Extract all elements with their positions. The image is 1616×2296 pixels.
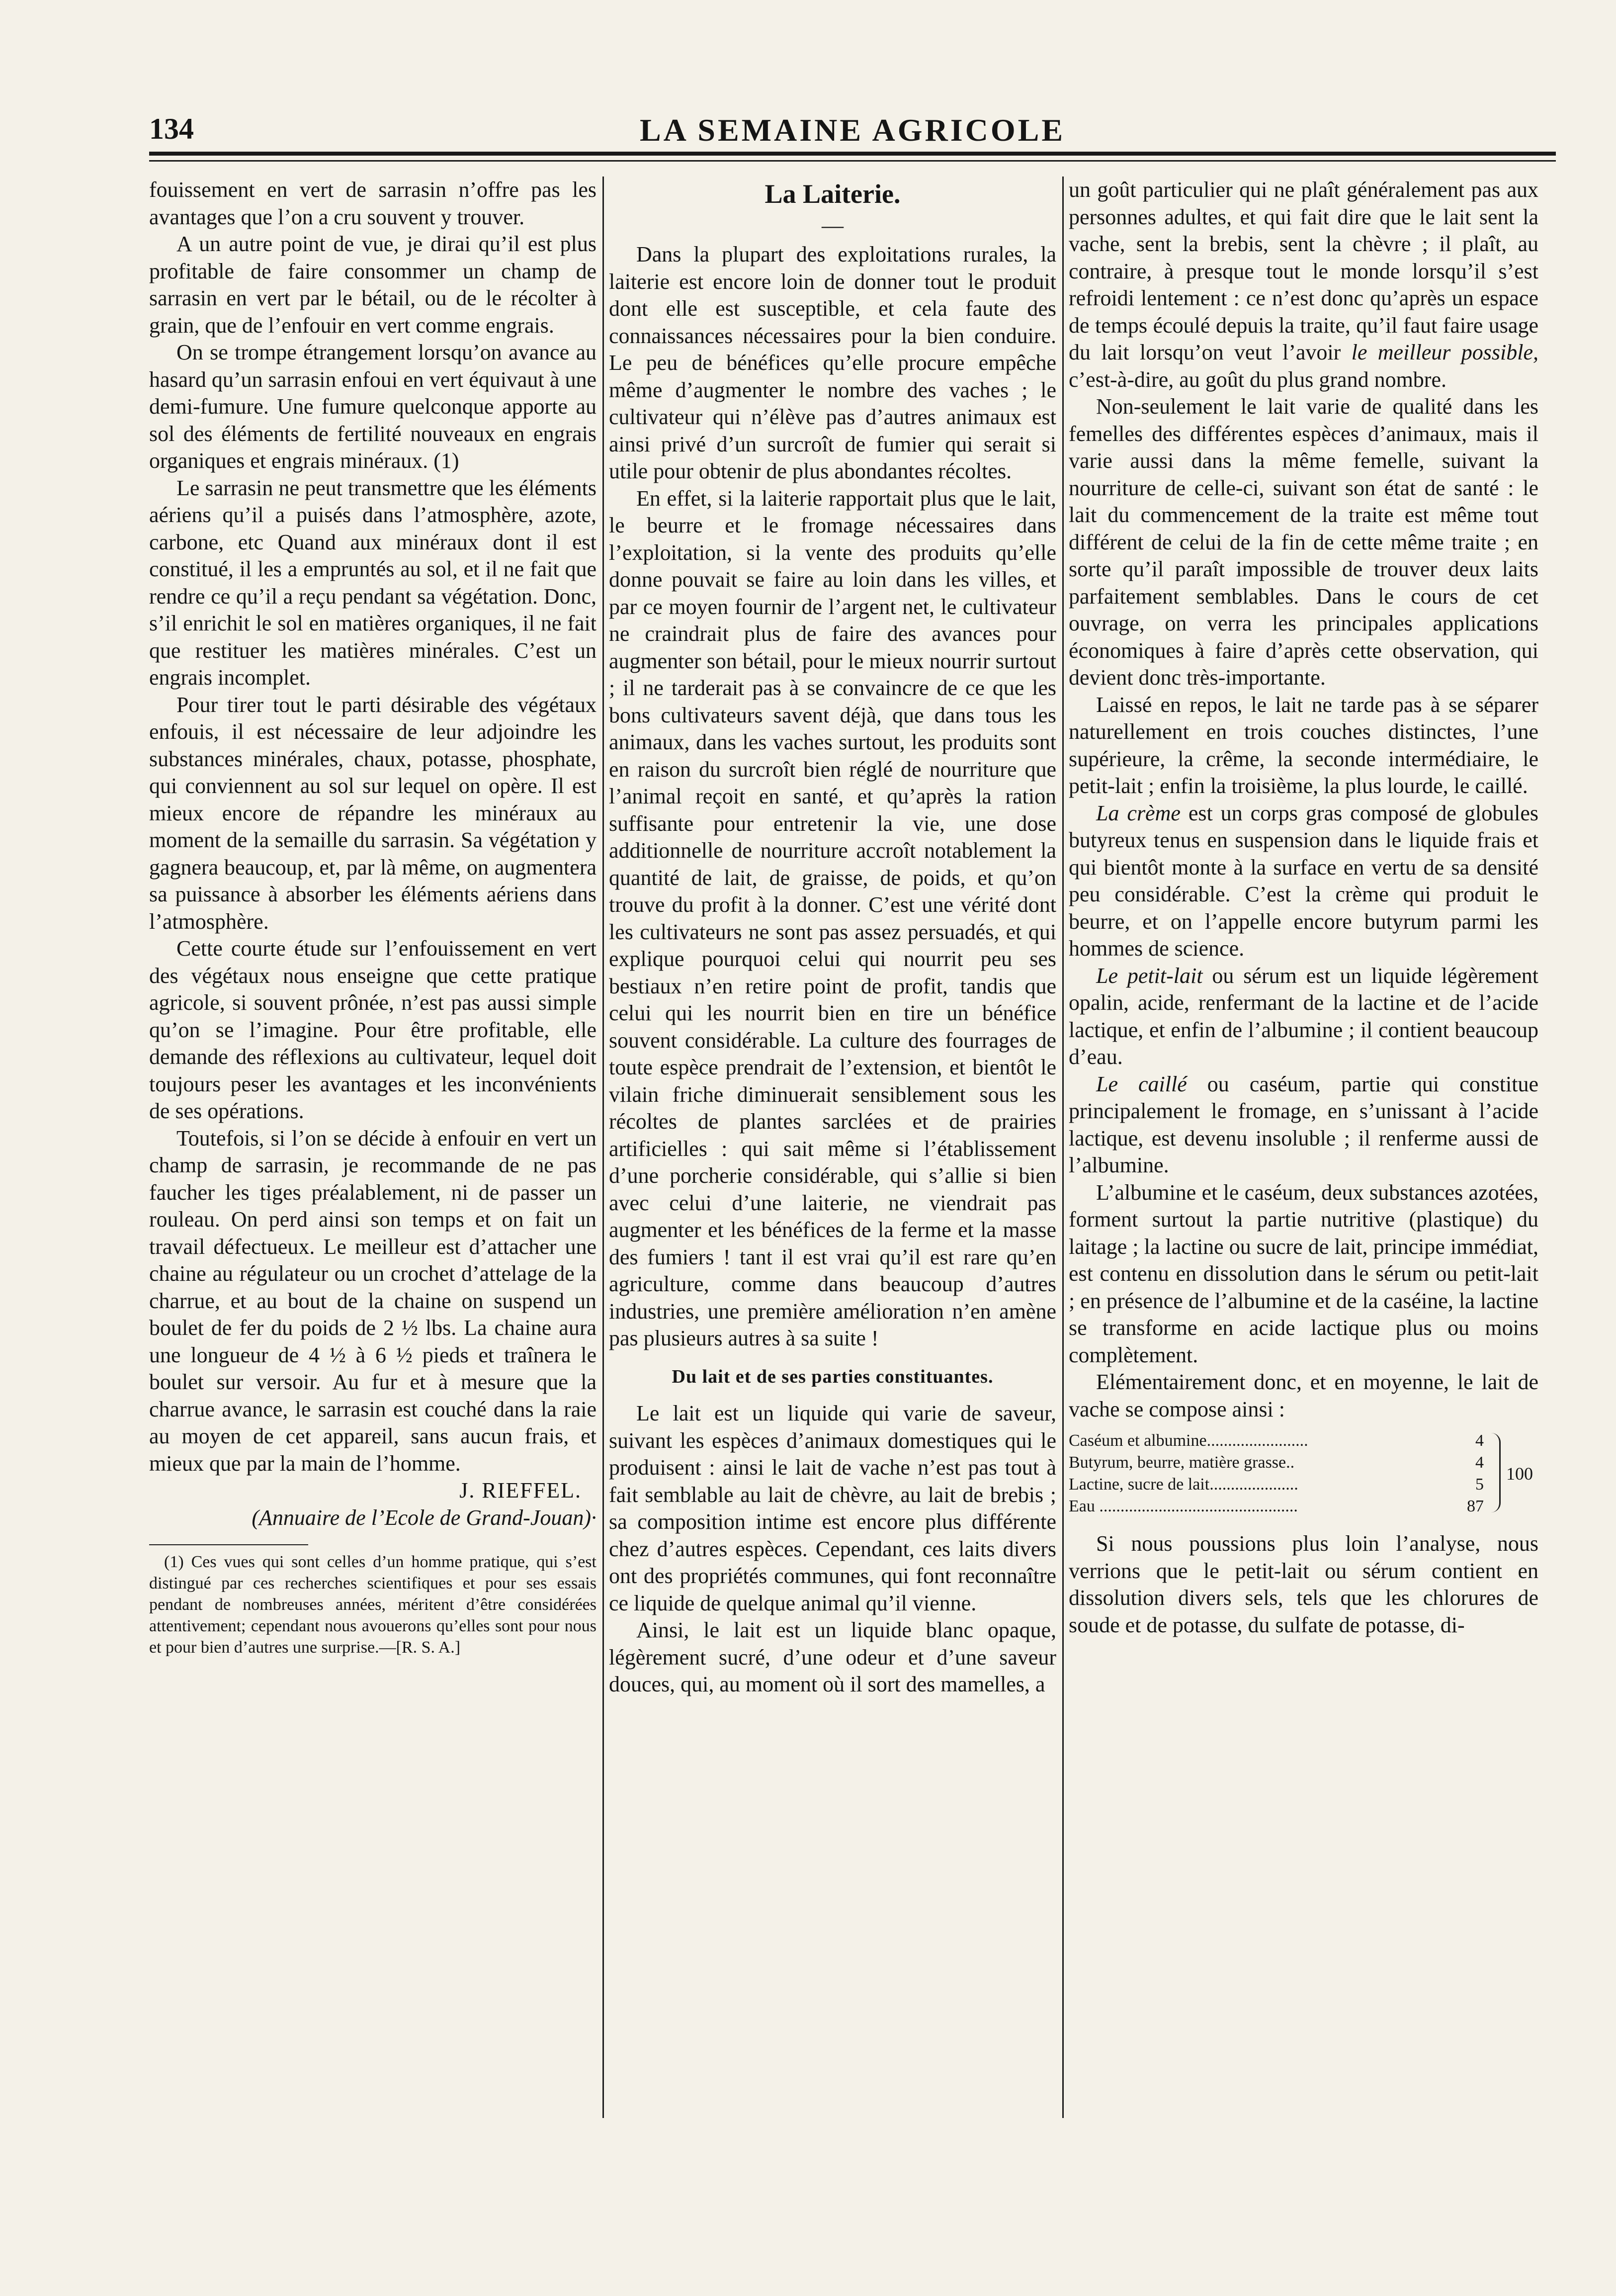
column-2	[609, 177, 1056, 1698]
table-row	[1069, 1474, 1538, 1496]
text-run: ou caséum, partie qui constitue principalement le fromage, en s’unissant à l’acide lactique, est devenu insoluble ; il renferme aussi de l’albumine.	[1069, 1071, 1538, 1177]
section-title: La Laiterie.	[765, 179, 901, 209]
row-label: Eau ...............................................	[1069, 1497, 1298, 1515]
title-dash: —	[822, 213, 844, 238]
page-header	[149, 112, 1556, 149]
milk-composition-table	[1069, 1430, 1538, 1517]
paragraph: A un autre point de vue, je dirai qu’il est plus profitable de faire consommer un champ de sarrasin en vert par le bétail, ou de le récolter à grain, que de l’enfouir en vert comme engrais.	[149, 232, 596, 338]
journal-title: LA SEMAINE AGRICOLE	[639, 112, 1066, 148]
paragraph: Non-seulement le lait varie de qualité dans les femelles des différentes espèces d’animaux, mais il varie aussi dans la même femelle, suivant la nourriture de celle-ci, suivant son état de santé : le lait du commencement de la traite est même tout différent de celui de la fin de cette même traite ; en sorte qu’il paraît impossible de trouver deux laits parfaitement semblables. Dans le cours de cet ouvrage, on verra les principales applications économiques à faire d’après cette observation, qui devient donc très-importante.	[1069, 394, 1538, 690]
row-value: 5	[1475, 1475, 1484, 1494]
paragraph	[1069, 177, 1538, 393]
paragraph: Le sarrasin ne peut transmettre que les éléments aériens qu’il a puisés dans l’atmosphère, azote, carbone, etc Quand aux minéraux dont il est constitué, il les a empruntés au sol, et il ne fait que rendre ce qu’il a reçu pendant sa végétation. Donc, s’il enrichit le sol en matières organiques, il ne fait que restituer les matières minérales. C’est un engrais incomplet.	[149, 475, 596, 690]
paragraph: Ainsi, le lait est un liquide blanc opaque, légèrement sucré, d’une odeur et d’une saveur douces, qui, au moment où il sort des mamelles, a	[609, 1618, 1056, 1696]
row-value: 4	[1475, 1431, 1484, 1450]
table-row	[1069, 1430, 1538, 1452]
header-rule-thin	[149, 160, 1556, 162]
paragraph: En effet, si la laiterie rapportait plus que le lait, le beurre et le fromage nécessaires dans l’exploitation, si la vente des produits qu’elle donne pouvait se faire au loin dans les villes, et par ce moyen fournir de l’argent net, le cultivateur ne craindrait plus de faire des avances pour augmenter son bétail, pour le mieux nourrir surtout ; il ne tarderait pas à se convaincre de ce que les bons cultivateurs savent déjà, que dans tous les animaux, dans les vaches surtout, les produits sont en raison du surcroît bien réglé de nourriture que l’animal reçoit en santé, et qu’après la ration suffisante pour entretenir la vie, une dose additionnelle de nourriture accroît notablement la quantité de lait, de graisse, de poids, et qu’on trouve du profit à la donner. C’est une vérité dont les cultivateurs ne sont pas assez persuadés, et qui explique pourquoi celui qui nourrit peu ses bestiaux n’en retire point de profit, tandis que celui qui les nourrit bien en tire un bénéfice souvent considérable. La culture des fourrages de toute espèce prendrait de l’extension, et bientôt le vilain friche diminuerait sensiblement sous les récoltes de plantes sarclées et de prairies artificielles : qui sait même si l’établissement d’une porcherie considérable, qui s’allie si bien avec celui d’une laiterie, ne viendrait pas augmenter et les bénéfices de la ferme et la masse des fumiers ! tant il est vrai qu’il est rare qu’en agriculture, comme dans beaucoup d’autres industries, une première amélioration n’en amène pas plusieurs autres à sa suite !	[609, 486, 1056, 1350]
italic-term: La crème	[1096, 800, 1181, 825]
column-divider-1	[602, 177, 604, 2118]
table-row	[1069, 1496, 1538, 1517]
paragraph: Pour tirer tout le parti désirable des végétaux enfouis, il est nécessaire de leur adjoindre les substances minérales, chaux, potasse, phosphate, qui conviennent au sol sur lequel on opère. Il est mieux encore de répandre les minéraux au moment de la semaille du sarrasin. Sa végétation y gagnera beaucoup, et, par là même, on augmentera sa puissance à absorber les éléments aériens dans l’atmosphère.	[149, 692, 596, 934]
row-label: Caséum et albumine........................	[1069, 1431, 1308, 1450]
paragraph: Le lait est un liquide qui varie de saveur, suivant les espèces d’animaux domestiques qui le produisent : ainsi le lait de vache n’est pas tout à fait semblable au lait de chèvre, au lait de brebis ; sa composition intime est encore plus différente chez d’autres espèces. Cependant, ces laits divers ont des propriétés communes, qui font reconnaître ce liquide de quelque animal qu’il vienne.	[609, 1401, 1056, 1615]
paragraph: Cette courte étude sur l’enfouissement en vert des végétaux nous enseigne que cette pratique agricole, si souvent prônée, n’est pas aussi simple qu’on se l’imagine. Pour être profitable, elle demande des réflexions au cultivateur, lequel doit toujours peser les avantages et les inconvénients de ses opérations.	[149, 936, 596, 1123]
paragraph	[1069, 1071, 1538, 1179]
column-divider-2	[1062, 177, 1064, 2118]
table-row	[1069, 1452, 1538, 1474]
text-run: c’est-à-dire, au goût du plus grand nombre.	[1069, 367, 1446, 392]
paragraph	[1069, 963, 1538, 1071]
article-source: (Annuaire de l’Ecole de Grand-Jouan)·	[252, 1505, 596, 1530]
paragraph: Toutefois, si l’on se décide à enfouir en vert un champ de sarrasin, je recommande de ne pas faucher les tiges préalablement, ni de passer un rouleau. On perd ainsi son temps et on fait un travail défectueux. Le meilleur est d’attacher une chaine au régulateur ou un crochet d’attelage de la charrue, et au bout de la chaine on suspend un boulet de fer du poids de 2 ½ lbs. La chaine aura une longueur de 4 ½ à 6 ½ pieds et traînera le boulet sur versoir. Au fur et à mesure que la charrue avance, le sarrasin est couché dans la raie au moyen de cet appareil, sans aucun frais, et mieux que par la main de l’homme.	[149, 1126, 596, 1476]
text-run: un goût particulier qui ne plaît généralement pas aux personnes adultes, et qui fait dire que le lait sent la vache, sent la brebis, sent la chèvre ; il plaît, au contraire, à presque tout le monde lorsqu’il s’est refroidi lentement : ce n’est donc qu’après un espace de temps écoulé depuis la traite, qu’il faut faire usage du lait lorsqu’on veut l’avoir	[1069, 177, 1538, 364]
column-3	[1069, 177, 1538, 1639]
paragraph: On se trompe étrangement lorsqu’on avance au hasard qu’un sarrasin enfoui en vert équivaut à une demi-fumure. Une fumure quelconque apporte au sol des éléments de fertilité nouveaux en engrais organiques et engrais minéraux. (1)	[149, 340, 596, 473]
paragraph: Laissé en repos, le lait ne tarde pas à se séparer naturellement en trois couches distinctes, l’une supérieure, la crême, la seconde intermédiaire, le petit-lait ; enfin la troisième, la plus lourde, le caillé.	[1069, 692, 1538, 798]
column-1	[149, 177, 596, 1658]
subsection-title: Du lait et de ses parties constituantes.	[672, 1366, 994, 1387]
italic-term: Le petit-lait	[1096, 963, 1203, 988]
brace	[1491, 1433, 1501, 1512]
paragraph: fouissement en vert de sarrasin n’offre pas les avantages que l’on a cru souvent y trouver.	[149, 177, 596, 229]
row-value: 4	[1475, 1453, 1484, 1472]
paragraph: Elémentairement donc, et en moyenne, le lait de vache se compose ainsi :	[1069, 1370, 1538, 1421]
paragraph: Dans la plupart des exploitations rurales, la laiterie est encore loin de donner tout le produit dont elle est susceptible, et cela faute des connaissances nécessaires pour la bien conduire. Le peu de bénéfices qu’elle procure empêche même d’augmenter le nombre des vaches ; le cultivateur qui n’élève pas d’autres animaux est ainsi privé d’un surcroît de fumier qui serait si utile pour obtenir de plus abondantes récoltes.	[609, 242, 1056, 483]
author-signature: J. RIEFFEL.	[459, 1478, 582, 1502]
page-number: 134	[149, 112, 194, 145]
footnote: (1) Ces vues qui sont celles d’un homme pratique, qui s’est distingué par ces recherches scientifiques et pour ses essais pendant de nombreuses années, méritent d’être considérées attentivement; cependant nous avouerons qu’elles sont pour nous et pour bien d’autres une surprise.—[R. S. A.]	[149, 1553, 596, 1657]
text-run: ou sérum est un liquide légèrement opalin, acide, renfermant de la lactine et de l’acide lactique, et enfin de l’albumine ; il contient beaucoup d’eau.	[1069, 963, 1539, 1069]
row-label: Lactine, sucre de lait.....................	[1069, 1475, 1298, 1494]
paragraph: L’albumine et le caséum, deux substances azotées, forment surtout la partie nutritive (plastique) du laitage ; la lactine ou sucre de lait, principe immédiat, est contenu en dissolution dans le sérum ou petit-lait ; en présence de l’albumine et de la caséine, la lactine se transforme en acide lactique plus ou moins complètement.	[1069, 1180, 1538, 1367]
paragraph	[1069, 800, 1538, 963]
footnote-rule	[149, 1544, 308, 1545]
paragraph: Si nous poussions plus loin l’analyse, nous verrions que le petit-lait ou sérum contient en dissolution divers sels, tels que les chlorures de soude et de potasse, du sulfate de potasse, di-	[1069, 1531, 1538, 1637]
table-total: 100	[1506, 1464, 1533, 1484]
text-run: est un corps gras composé de globules butyreux tenus en suspension dans le liquide frais et qui bientôt monte à la surface en vertu de sa densité peu considérable. C’est la crème qui produit le beurre, et on l’appelle encore butyrum parmi les hommes de science.	[1069, 800, 1538, 961]
row-label: Butyrum, beurre, matière grasse..	[1069, 1453, 1295, 1472]
header-rule-thick	[149, 152, 1556, 156]
italic-term: Le caillé	[1096, 1071, 1187, 1096]
row-value: 87	[1467, 1497, 1484, 1515]
italic-run: le meilleur possible,	[1351, 340, 1538, 364]
